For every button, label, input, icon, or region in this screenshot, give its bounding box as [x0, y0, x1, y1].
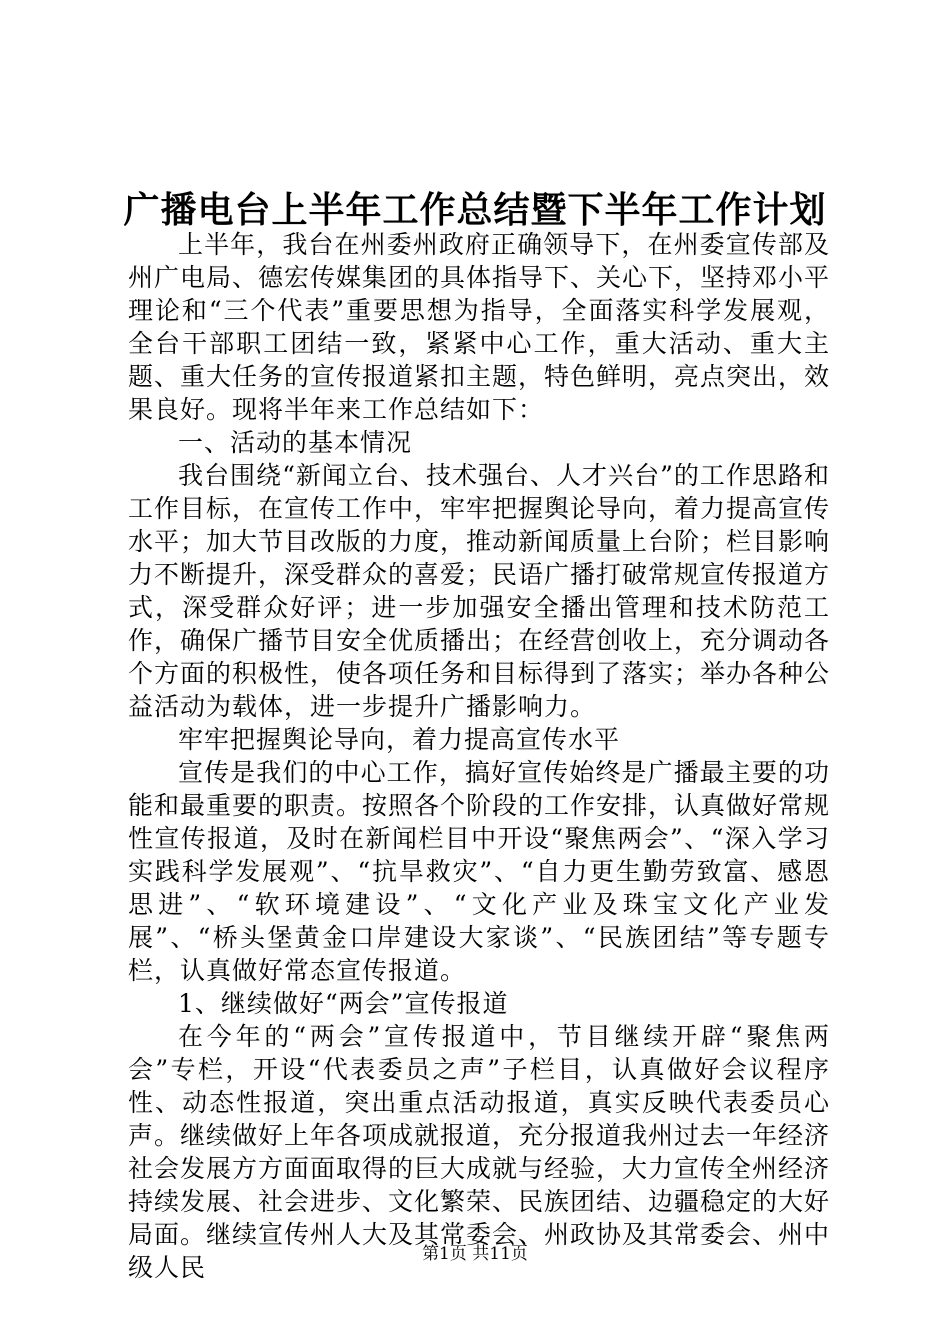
- paragraph-intro: 上半年，我台在州委州政府正确领导下，在州委宣传部及州广电局、德宏传媒集团的具体指导下、关心下，坚持邓小平理论和“三个代表”重要思想为指导，全面落实科学发展观，全台干部职工团结一致，紧紧中心工作，重大活动、重大主题、重大任务的宣传报道紧扣主题，特色鲜明，亮点突出，效果良好。现将半年来工作总结如下：: [128, 230, 831, 424]
- heading-item-1: 1、继续做好“两会”宣传报道: [178, 989, 509, 1018]
- paragraph-publicity: 宣传是我们的中心工作，搞好宣传始终是广播最主要的功能和最重要的职责。按照各个阶段的工作安排，认真做好常规性宣传报道，及时在新闻栏目中开设“聚焦两会”、“深入学习实践科学发展观”、“抗旱救灾”、“自力更生勤劳致富、感恩思进”、“软环境建设”、“文化产业及珠宝文化产业发展”、“桥头堡黄金口岸建设大家谈”、“民族团结”等专题专栏，认真做好常态宣传报道。: [128, 758, 831, 985]
- heading-subsection: 牢牢把握舆论导向，着力提高宣传水平: [178, 725, 621, 754]
- heading-section-1: 一、活动的基本情况: [178, 428, 413, 457]
- paragraph-overview: 我台围绕“新闻立台、技术强台、人才兴台”的工作思路和工作目标，在宣传工作中，牢牢把握舆论导向，着力提高宣传水平；加大节目改版的力度，推动新闻质量上台阶；栏目影响力不断提升，深受群众的喜爱；民语广播打破常规宣传报道方式，深受群众好评；进一步加强安全播出管理和技术防范工作，确保广播节目安全优质播出；在经营创收上，充分调动各个方面的积极性，使各项任务和目标得到了落实；举办各种公益活动为载体，进一步提升广播影响力。: [128, 461, 831, 721]
- page-footer: 第1页 共11页: [422, 1244, 528, 1264]
- document-title: 广播电台上半年工作总结暨下半年工作计划: [123, 189, 827, 231]
- paragraph-two-sessions: 在今年的“两会”宣传报道中，节目继续开辟“聚焦两会”专栏，开设“代表委员之声”子栏目，认真做好会议程序性、动态性报道，突出重点活动报道，真实反映代表委员心声。继续做好上年各项成就报道，充分报道我州过去一年经济社会发展方方面面取得的巨大成就与经验，大力宣传全州经济持续发展、社会进步、文化繁荣、民族团结、边疆稳定的大好局面。继续宣传州人大及其常委会、州政协及其常委会、州中级人民: [128, 1022, 831, 1282]
- document-body: [128, 228, 830, 1284]
